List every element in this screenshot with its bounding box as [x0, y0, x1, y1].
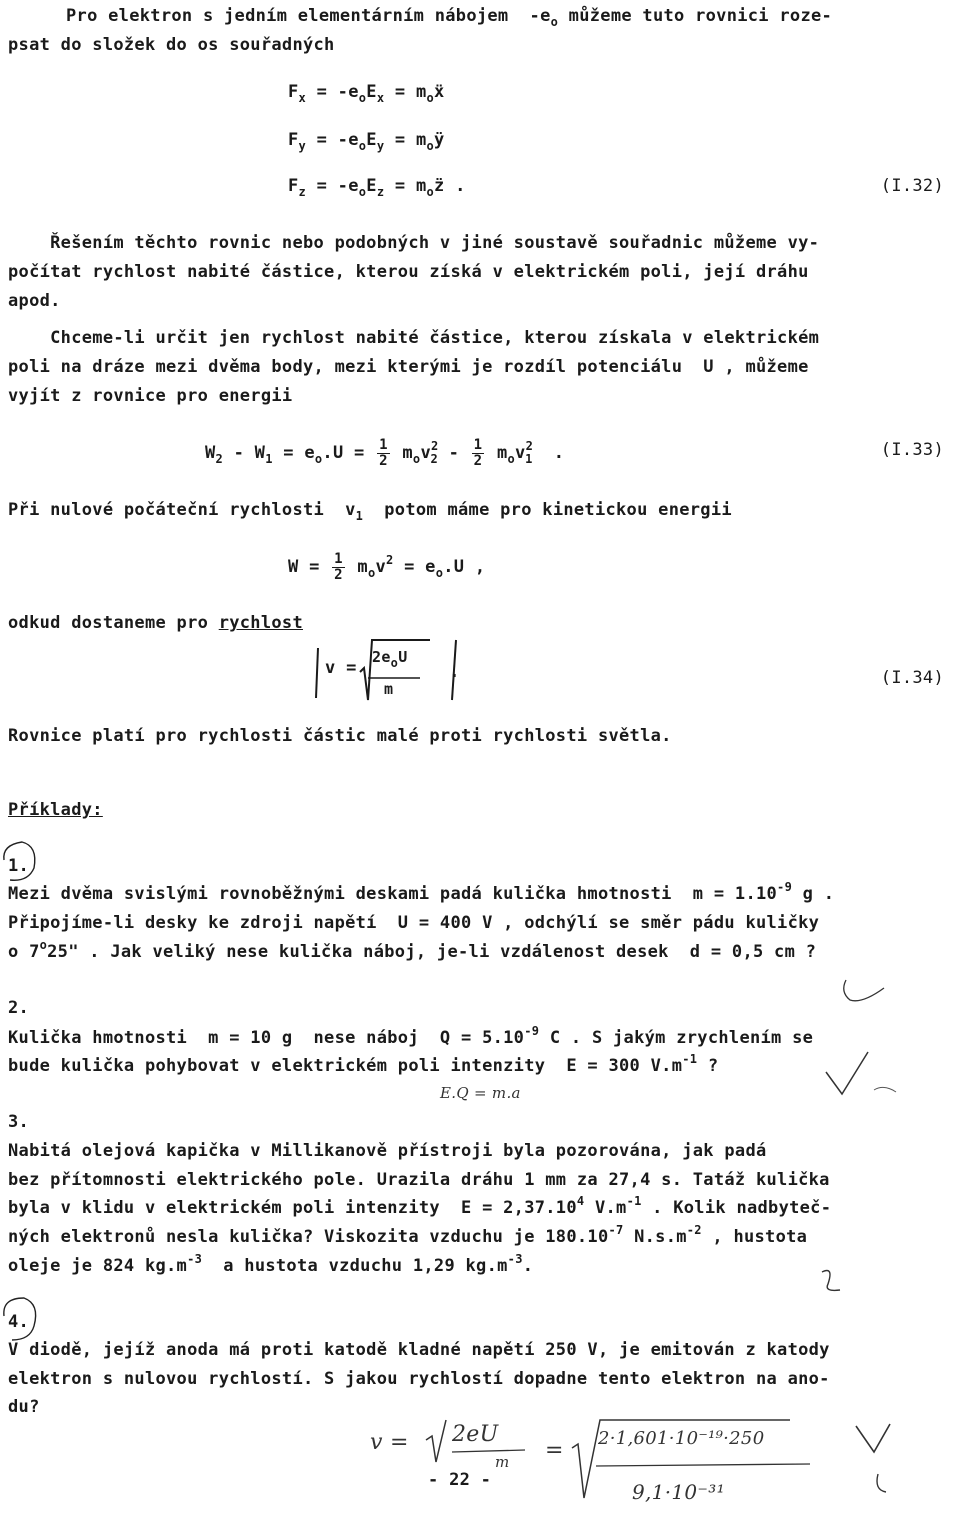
example-4-number: 4. [8, 1312, 30, 1332]
handwritten-note-force: E.Q = m.a [440, 1084, 521, 1102]
odkud-line: odkud dostaneme pro rychlost [8, 613, 303, 633]
example-4-line-2: elektron s nulovou rychlostí. S jakou rychlostí dopadne tento elektron na ano- [8, 1369, 830, 1389]
example-2-number: 2. [8, 998, 30, 1018]
example-3-line-4: ných elektronů nesla kulička? Viskozita vzduchu je $180.10^{-7}$ $N.s.m^{-2}$ , hustota [8, 1223, 808, 1247]
para2-line-1: Chceme-li určit jen rychlost nabité částice, kterou získala v elektrickém [8, 328, 820, 348]
handwritten-sqrt-1 [426, 1420, 446, 1462]
equation-velocity: v = [325, 658, 368, 678]
example-1-line-2: Připojíme-li desky ke zdroji napětí U = 400 V , odchýlí se směr pádu kuličky [8, 913, 820, 933]
validity-statement: Rovnice platí pro rychlosti částic malé proti rychlosti světla. [8, 726, 672, 746]
intro-line-1: Pro elektron s jedním elementárním nábojem $-e_o$ můžeme tuto rovnici roze- [66, 6, 833, 29]
para2-line-2: poli na dráze mezi dvěma body, mezi kterými je rozdíl potenciálu U , můžeme [8, 357, 809, 377]
para1-line-2: počítat rychlost nabité částice, kterou získá v elektrickém poli, její dráhu [8, 262, 809, 282]
circle-example-1-icon [4, 842, 35, 880]
example-1-line-3: o 7$^o$25" . Jak veliký nese kulička náboj, je-li vzdálenost desek d = 0,5 cm ? [8, 938, 817, 962]
handwritten-calc-denominator: m [495, 1453, 510, 1471]
handwritten-fraction-bar-1 [452, 1450, 525, 1452]
handwritten-sqrt-2 [572, 1420, 790, 1498]
circle-example-4-icon [4, 1298, 36, 1340]
para1-line-1: Řešením těchto rovnic nebo podobných v jiné soustavě souřadnic můžeme vy- [8, 233, 820, 253]
example-3-line-3: byla v klidu v elektrickém poli intenzity $E = 2,37.10^4$ $V.m^{-1}$ . Kolik nadbyteč- [8, 1194, 832, 1218]
equation-fx: $F_x = -e_oE_x$ = $m_oẍ$ [288, 82, 445, 105]
example-3-line-2: bez přítomnosti elektrického pole. Urazila dráhu 1 mm za 27,4 s. Tatáž kulička [8, 1170, 830, 1190]
square-root-sign [360, 640, 430, 700]
handwritten-calc-denominator-2: 9,1·10⁻³¹ [632, 1480, 725, 1504]
example-2-line-1: Kulička hmotnosti m = 10 g nese náboj $Q = 5.10^{-9}$ C . S jakým zrychlením se [8, 1024, 814, 1048]
handwritten-fraction-bar-2 [596, 1464, 810, 1466]
handwritten-calc-v: v = [370, 1430, 409, 1455]
equation-number-i32: (I.32) [880, 176, 944, 196]
pen-mark-example-1-icon [844, 980, 884, 1001]
para2-line-3: vyjít z rovnice pro energii [8, 386, 293, 406]
equation-number-i34: (I.34) [880, 668, 944, 688]
checkmark-example-2-icon [826, 1052, 868, 1094]
example-3-line-1: Nabitá olejová kapička v Millikanově přístroji byla pozorována, jak padá [8, 1141, 767, 1161]
example-1-line-1: Mezi dvěma svislými rovnoběžnými deskami padá kulička hmotnosti $m = 1.10^{-9}$ g . [8, 880, 835, 904]
pen-mark-example-3-icon [822, 1271, 840, 1291]
example-2-line-2: bude kulička pohybovat v elektrickém poli intenzity E = 300 $V.m^{-1}$ ? [8, 1052, 719, 1076]
example-4-line-3: du? [8, 1397, 40, 1417]
pen-mark-bottom-icon [877, 1474, 886, 1492]
handwritten-calc-numerator: 2eU [452, 1422, 499, 1447]
equation-fz: $F_z = -e_oE_z$ = $m_oz̈$ . [288, 176, 466, 199]
equation-energy-difference: $W_2 - W_1 = e_o.U$ = $\frac{1}{2}$ $m_ov^2_2$ - $\frac{1}{2}$ $m_ov^2_1$ . [205, 437, 565, 469]
page-number: - 22 - [428, 1470, 492, 1490]
box-right-line [452, 640, 456, 700]
equation-number-i33: (I.33) [880, 440, 944, 460]
equation-fy: $F_y = -e_oE_y$ = $m_oÿ$ [288, 130, 445, 153]
fraction-one-half: $\frac{1}{2}$ [473, 437, 483, 469]
intro-line-2: psat do složek do os souřadných [8, 35, 335, 55]
para1-line-3: apod. [8, 291, 61, 311]
handwritten-calc-equals: = [545, 1438, 564, 1463]
pen-stroke-icon [874, 1087, 896, 1092]
fraction-one-half: $\frac{1}{2}$ [334, 551, 343, 583]
example-4-line-1: V diodě, jejíž anoda má proti katodě kladné napětí 250 V, je emitován z katody [8, 1340, 830, 1360]
equation-velocity-end: . [428, 662, 460, 682]
fraction-one-half: $\frac{1}{2}$ [379, 437, 388, 469]
box-left-line [316, 648, 318, 698]
example-1-number: 1. [8, 856, 30, 876]
zero-velocity-line: Při nulové počáteční rychlosti $v_1$ potom máme pro kinetickou energii [8, 500, 732, 523]
checkmark-example-4-icon [856, 1424, 890, 1452]
velocity-radicand-denominator: m [384, 680, 394, 698]
example-3-number: 3. [8, 1112, 30, 1132]
velocity-radicand-numerator: $2e_oU$ [372, 648, 408, 670]
handwritten-calc-numerator-2: 2·1,601·10⁻¹⁹·250 [598, 1428, 765, 1449]
example-3-line-5: oleje je 824 $kg.m^{-3}$ a hustota vzduchu 1,29 $kg.m^{-3}$. [8, 1252, 534, 1276]
examples-heading: Příklady: [8, 800, 103, 820]
equation-kinetic-energy: W = $\frac{1}{2}$ $m_ov^2 = e_o.U$ , [288, 551, 486, 583]
